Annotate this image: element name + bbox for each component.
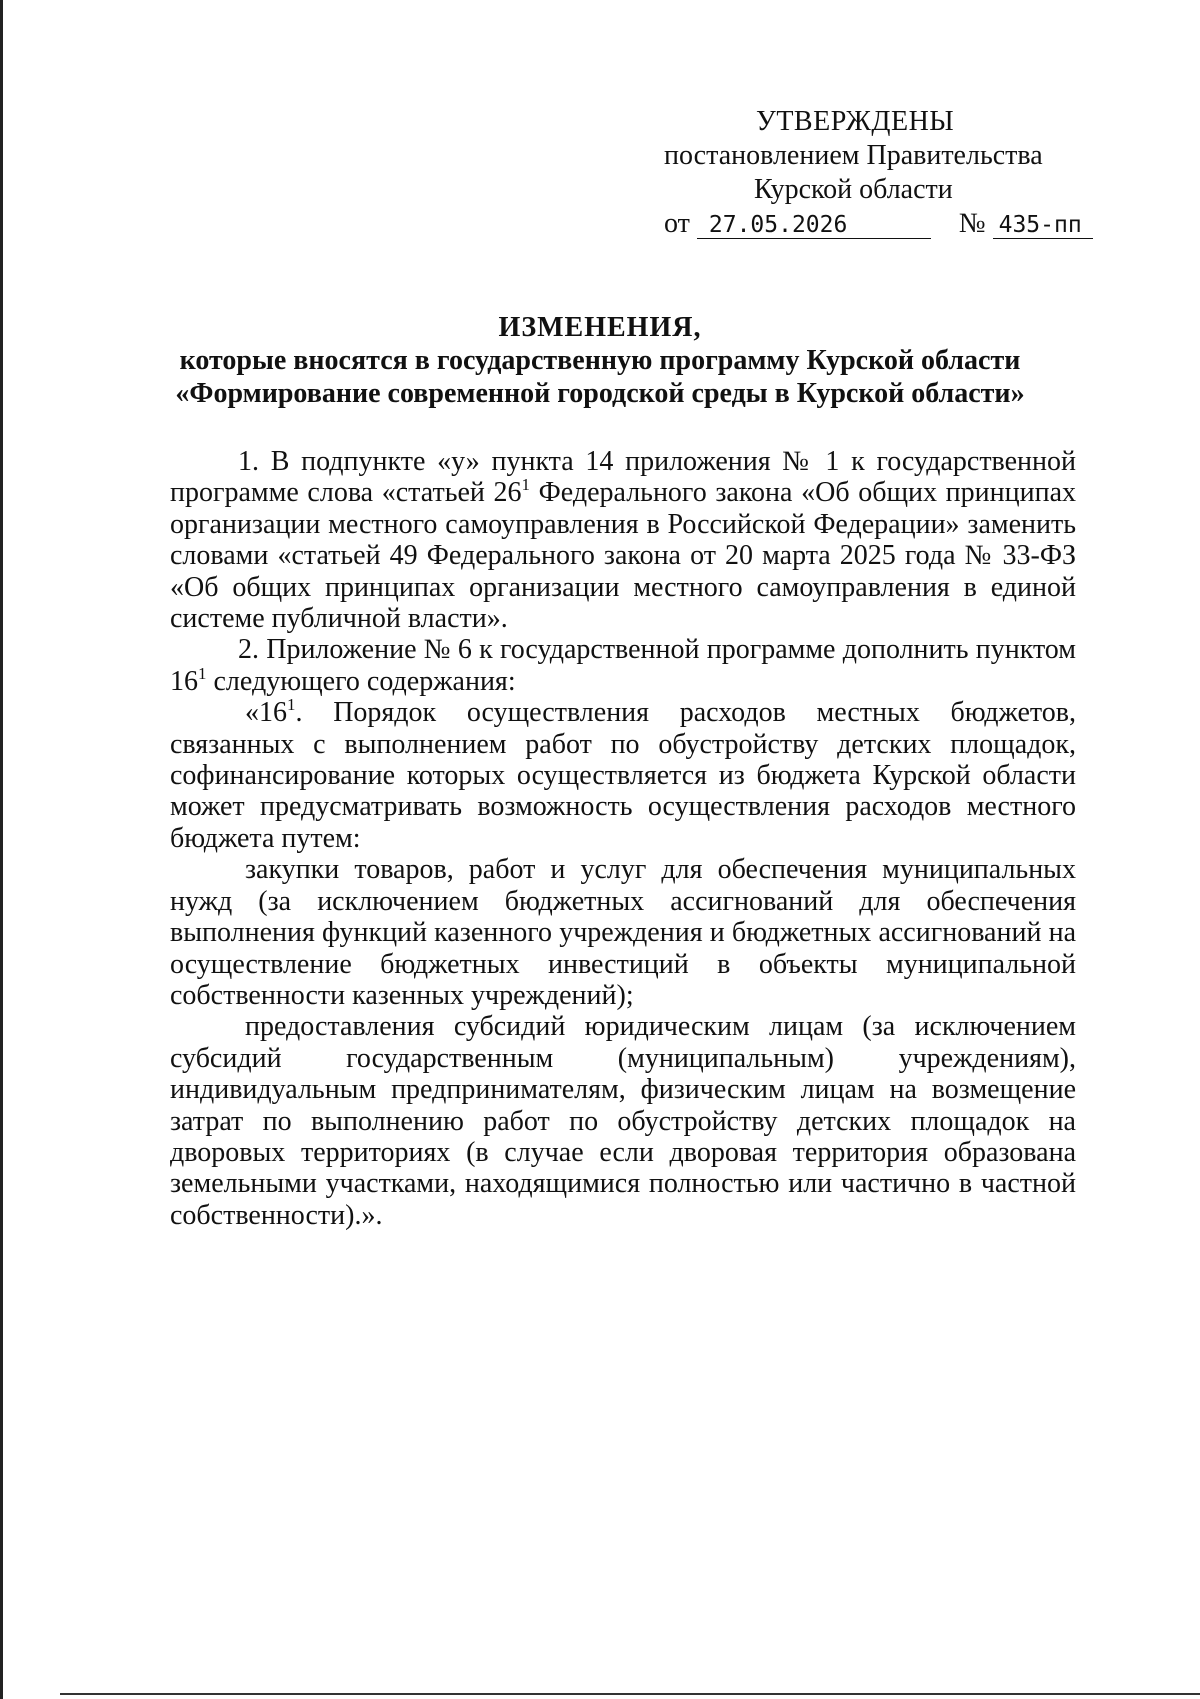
scan-edge-bottom <box>60 1693 1200 1695</box>
superscript: 1 <box>287 695 296 715</box>
paragraph-3-text-b: . Порядок осуществления расходов местных бюджетов, связанных с выполнением работ по обустройству детских площадок, софинансирование которых осуществляется из бюджета Курской области может предусматривать возможность осуществления расходов местного бюджета путем: <box>170 697 1076 854</box>
superscript: 1 <box>521 475 531 495</box>
title-subtitle-line2: «Формирование современной городской среды в Курской области» <box>175 378 1025 409</box>
paragraph-2-text-b: следующего содержания: <box>206 665 516 697</box>
approval-region: Курской области <box>754 174 953 205</box>
title-subtitle-line1: которые вносятся в государственную программу Курской области <box>179 345 1021 376</box>
document-body <box>170 446 1076 1231</box>
paragraph-5: предоставления субсидий юридическим лицам (за исключением субсидий государственным (муниципальным) учреждениям), индивидуальным предпринимателям, физическим лицам на возмещение затрат по выполнению работ по обустройству детских площадок на дворовых территориях (в случае если дворовая территория образована земельными участками, находящимися полностью или частично в частной собственности).». <box>170 1011 1076 1231</box>
paragraph-1 <box>170 446 1076 634</box>
approval-date-row <box>664 207 1082 241</box>
scan-edge-left <box>0 0 3 1699</box>
paragraph-3 <box>170 697 1076 854</box>
paragraph-1-text-a: 1. В подпункте «у» пункта 14 приложения № 1 к государственной программе слова «статьей 26 <box>170 446 1076 509</box>
resolution-number: 435-пп <box>993 212 1093 239</box>
approval-heading: УТВЕРЖДЕНЫ <box>756 106 955 137</box>
document-title: ИЗМЕНЕНИЯ, <box>498 312 702 343</box>
resolution-date: 27.05.2026 <box>697 212 931 239</box>
title-block <box>150 311 1050 410</box>
paragraph-4: закупки товаров, работ и услуг для обеспечения муниципальных нужд (за исключением бюджетных ассигнований для обеспечения выполнения функций казенного учреждения и бюджетных ассигнований на осуществление бюджетных инвестиций в объекты муниципальной собственности казенных учреждений); <box>170 854 1076 1011</box>
approval-resolution: постановлением Правительства <box>664 140 1043 171</box>
approval-block <box>650 105 1082 241</box>
paragraph-3-text-a: «16 <box>245 697 287 729</box>
number-prefix: № <box>958 208 986 239</box>
superscript: 1 <box>198 663 207 683</box>
paragraph-2-text-a: 2. Приложение № 6 к государственной программе дополнить пунктом 16 <box>170 634 1076 697</box>
paragraph-1-text-b: Федерального закона «Об общих принципах организации местного самоуправления в Российской Федерации» заменить словами «статьей 49 Федерального закона от 20 марта 2025 года № 33-ФЗ «Об общих принципах организации местного самоуправления в единой системе публичной власти». <box>170 477 1076 635</box>
paragraph-2 <box>170 634 1076 697</box>
date-prefix: от <box>664 208 690 239</box>
